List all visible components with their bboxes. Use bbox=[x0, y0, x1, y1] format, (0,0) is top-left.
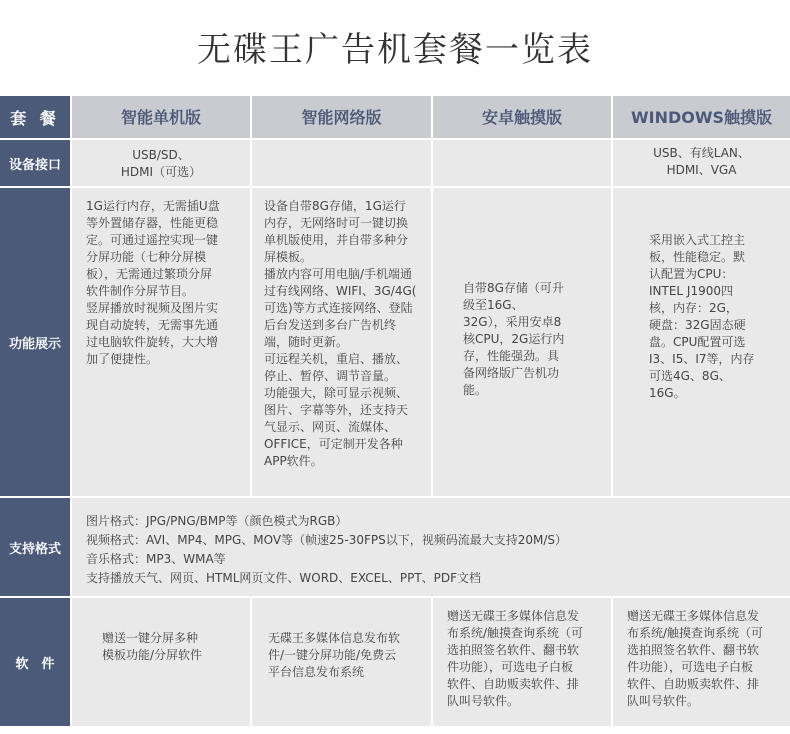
col-header-android-touch: 安卓触摸版 bbox=[433, 96, 611, 138]
col-header-standalone: 智能单机版 bbox=[72, 96, 250, 138]
page-title: 无碟王广告机套餐一览表 bbox=[197, 30, 593, 70]
cell-interface-network bbox=[252, 140, 431, 186]
cell-features-windows: 采用嵌入式工控主 板，性能稳定。默 认配置为CPU： INTEL J1900四 核，内存：2G， 硬盘：32G固态硬 盘。CPU配置可选 I3、I5、I7等，内存 可选4G、8G、 16G。 bbox=[613, 188, 790, 496]
cell-features-network: 设备自带8G存储，1G运行 内存，无网络时可一键切换 单机版使用，并自带多种分 屏模板。 播放内容可用电脑/手机端通 过有线网络、WIFI、3G/4G( 可选)等方式连接网络、登陆 后台发送到多台广告机终 端，随时更新。 可远程关机，重启、播放、 停止、暂停、调节音量。 功能强大，除可显示视频、 图片、字幕等外，还支持天 气显示、网页、流媒体、 OFFICE，可定制开发各种 APP软件。 bbox=[252, 188, 431, 496]
table-row-software bbox=[0, 598, 790, 726]
row-label-software: 软 件 bbox=[0, 598, 70, 726]
cell-interface-windows: USB、有线LAN、 HDMI、VGA bbox=[613, 140, 790, 186]
cell-interface-android bbox=[433, 140, 611, 186]
table-row-features bbox=[0, 188, 790, 496]
cell-software-standalone: 赠送一键分屏多种 模板功能/分屏软件 bbox=[72, 598, 250, 726]
col-header-windows-touch: WINDOWS触摸版 bbox=[613, 96, 790, 138]
row-label-interface: 设备接口 bbox=[0, 140, 70, 186]
header-label: 套 餐 bbox=[0, 96, 70, 138]
table-row-formats bbox=[0, 498, 790, 596]
table-header-row bbox=[0, 96, 790, 138]
row-label-features: 功能展示 bbox=[0, 188, 70, 496]
cell-software-network: 无碟王多媒体信息发布软 件/一键分屏功能/免费云 平台信息发布系统 bbox=[252, 598, 431, 726]
cell-formats: 图片格式：JPG/PNG/BMP等（颜色模式为RGB） 视频格式：AVI、MP4、MPG、MOV等（帧速25-30FPS以下，视频码流最大支持20M/S） 音乐格式：MP3、WMA等 支持播放天气、网页、HTML网页文件、WORD、EXCEL、PPT、PDF文档 bbox=[72, 498, 790, 596]
cell-interface-standalone: USB/SD、 HDMI（可选） bbox=[72, 140, 250, 186]
col-header-network: 智能网络版 bbox=[252, 96, 431, 138]
row-label-formats: 支持格式 bbox=[0, 498, 70, 596]
cell-software-windows: 赠送无碟王多媒体信息发 布系统/触摸查询系统（可 选拍照签名软件、翻书软 件功能），可选电子白板 软件、自助贩卖软件、排 队叫号软件。 bbox=[613, 598, 790, 726]
cell-features-standalone: 1G运行内存，无需插U盘 等外置储存器，性能更稳 定。可通过遥控实现一键 分屏功能（七种分屏模 板），无需通过繁琐分屏 软件制作分屏节目。 竖屏播放时视频及图片实 现自动旋转，无需事先通 过电脑软件旋转，大大增 加了便捷性。 bbox=[72, 188, 250, 496]
cell-features-android: 自带8G存储（可升 级至16G、 32G），采用安卓8 核CPU，2G运行内 存，性能强劲。具 备网络版广告机功 能。 bbox=[433, 188, 611, 496]
cell-software-android: 赠送无碟王多媒体信息发 布系统/触摸查询系统（可 选拍照签名软件、翻书软 件功能），可选电子白板 软件、自助贩卖软件、排 队叫号软件。 bbox=[433, 598, 611, 726]
table-row-interface bbox=[0, 140, 790, 186]
